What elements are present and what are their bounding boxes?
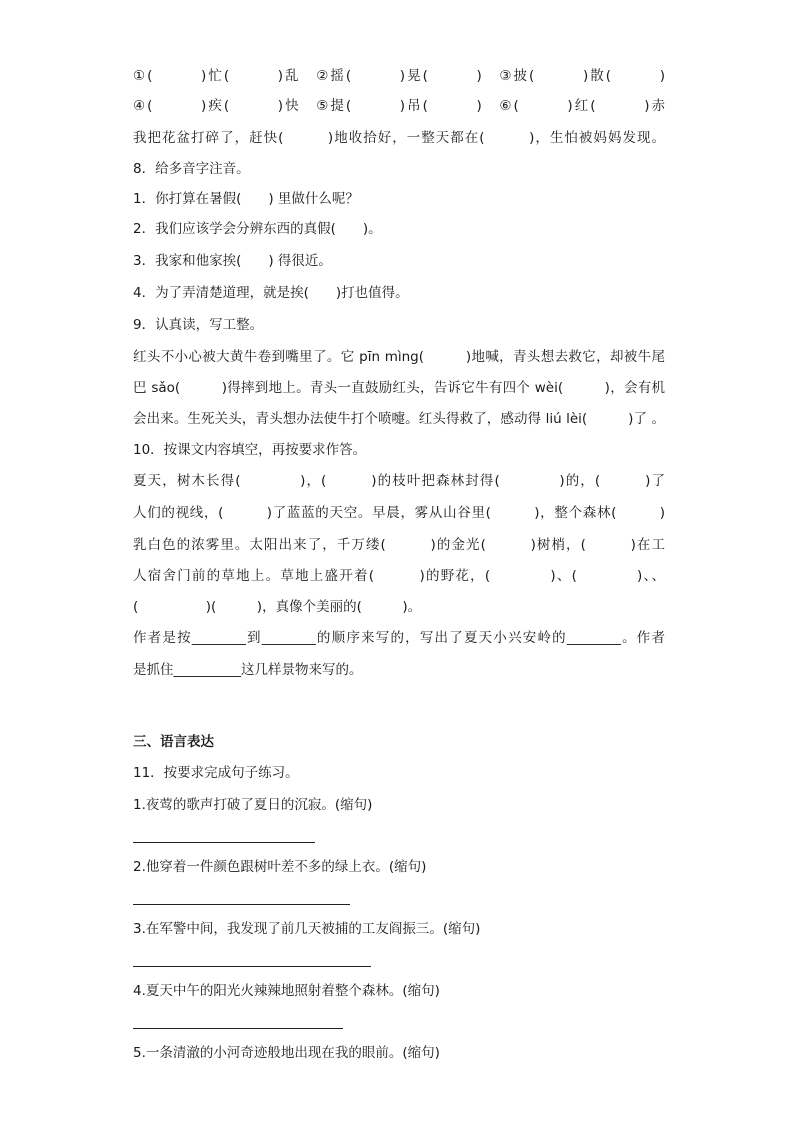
- question-8-title: 8．给多音字注音。: [133, 161, 250, 177]
- answer-line-4[interactable]: [133, 1028, 343, 1029]
- section-3-heading: 三、语言表达: [133, 734, 214, 750]
- sentence-task-3: 3.在军警中间，我发现了前几天被捕的工友阎振三。(缩句): [133, 921, 481, 937]
- antonym-fill-row-2: ④( )疾( )快 ⑤提( )吊( ) ⑥( )红( )赤: [133, 98, 665, 114]
- question-10-paragraph-line-3: 乳白色的浓雾里。太阳出来了，千万缕( )的金光( )树梢，( )在工: [133, 537, 665, 553]
- sentence-task-2: 2.他穿着一件颜色跟树叶差不多的绿上衣。(缩句): [133, 859, 427, 875]
- question-9-paragraph-line-3: 会出来。生死关头，青头想办法使牛打个喷嚏。红头得救了，感动得 liú lèi( )了 。: [133, 411, 665, 427]
- question-10-paragraph-line-4: 人宿舍门前的草地上。草地上盛开着( )的野花，( )、( )、、: [133, 568, 665, 584]
- question-10-paragraph-line-1: 夏天，树木长得( )，( )的枝叶把森林封得( )的，( )了: [133, 473, 665, 489]
- fill-sentence: 我把花盆打碎了，赶快( )地收拾好，一整天都在( )，生怕被妈妈发现。: [133, 130, 665, 146]
- answer-line-3[interactable]: [133, 966, 371, 967]
- question-8-item-3: 3．我家和他家挨( ) 得很近。: [133, 253, 332, 269]
- question-10-paragraph-line-5: ( )( )，真像个美丽的( )。: [133, 599, 422, 615]
- question-9-paragraph-line-2: 巴 sǎo( )得摔到地上。青头一直鼓励红头，告诉它牛有四个 wèi( )，会有机: [133, 380, 665, 396]
- antonym-fill-row-1: ①( )忙( )乱 ②摇( )晃( ) ③披( )散( ): [133, 68, 665, 84]
- sentence-task-1: 1.夜莺的歌声打破了夏日的沉寂。(缩句): [133, 797, 373, 813]
- question-8-item-4: 4．为了弄清楚道理，就是挨( )打也值得。: [133, 285, 409, 301]
- question-9-title: 9．认真读，写工整。: [133, 317, 264, 333]
- sentence-task-4: 4.夏天中午的阳光火辣辣地照射着整个森林。(缩句): [133, 983, 440, 999]
- sentence-task-5: 5.一条清澈的小河奇迹般地出现在我的眼前。(缩句): [133, 1045, 440, 1061]
- question-10-title: 10．按课文内容填空，再按要求作答。: [133, 442, 367, 458]
- answer-line-1[interactable]: [133, 842, 315, 843]
- question-11-title: 11．按要求完成句子练习。: [133, 765, 299, 781]
- answer-line-2[interactable]: [133, 904, 350, 905]
- question-10-paragraph-line-2: 人们的视线，( )了蓝蓝的天空。早晨，雾从山谷里( )，整个森林( ): [133, 505, 665, 521]
- question-10-answer-line-2: 是抓住__________这几样景物来写的。: [133, 662, 363, 678]
- question-8-item-1: 1．你打算在暑假( ) 里做什么呢？: [133, 191, 359, 207]
- question-8-item-2: 2．我们应该学会分辨东西的真假( )。: [133, 221, 382, 237]
- question-9-paragraph-line-1: 红头不小心被大黄牛卷到嘴里了。它 pīn mìng( )地喊，青头想去救它，却被牛尾: [133, 349, 665, 365]
- question-10-answer-line-1: 作者是按________到________的顺序来写的，写出了夏天小兴安岭的________。作者: [133, 630, 665, 646]
